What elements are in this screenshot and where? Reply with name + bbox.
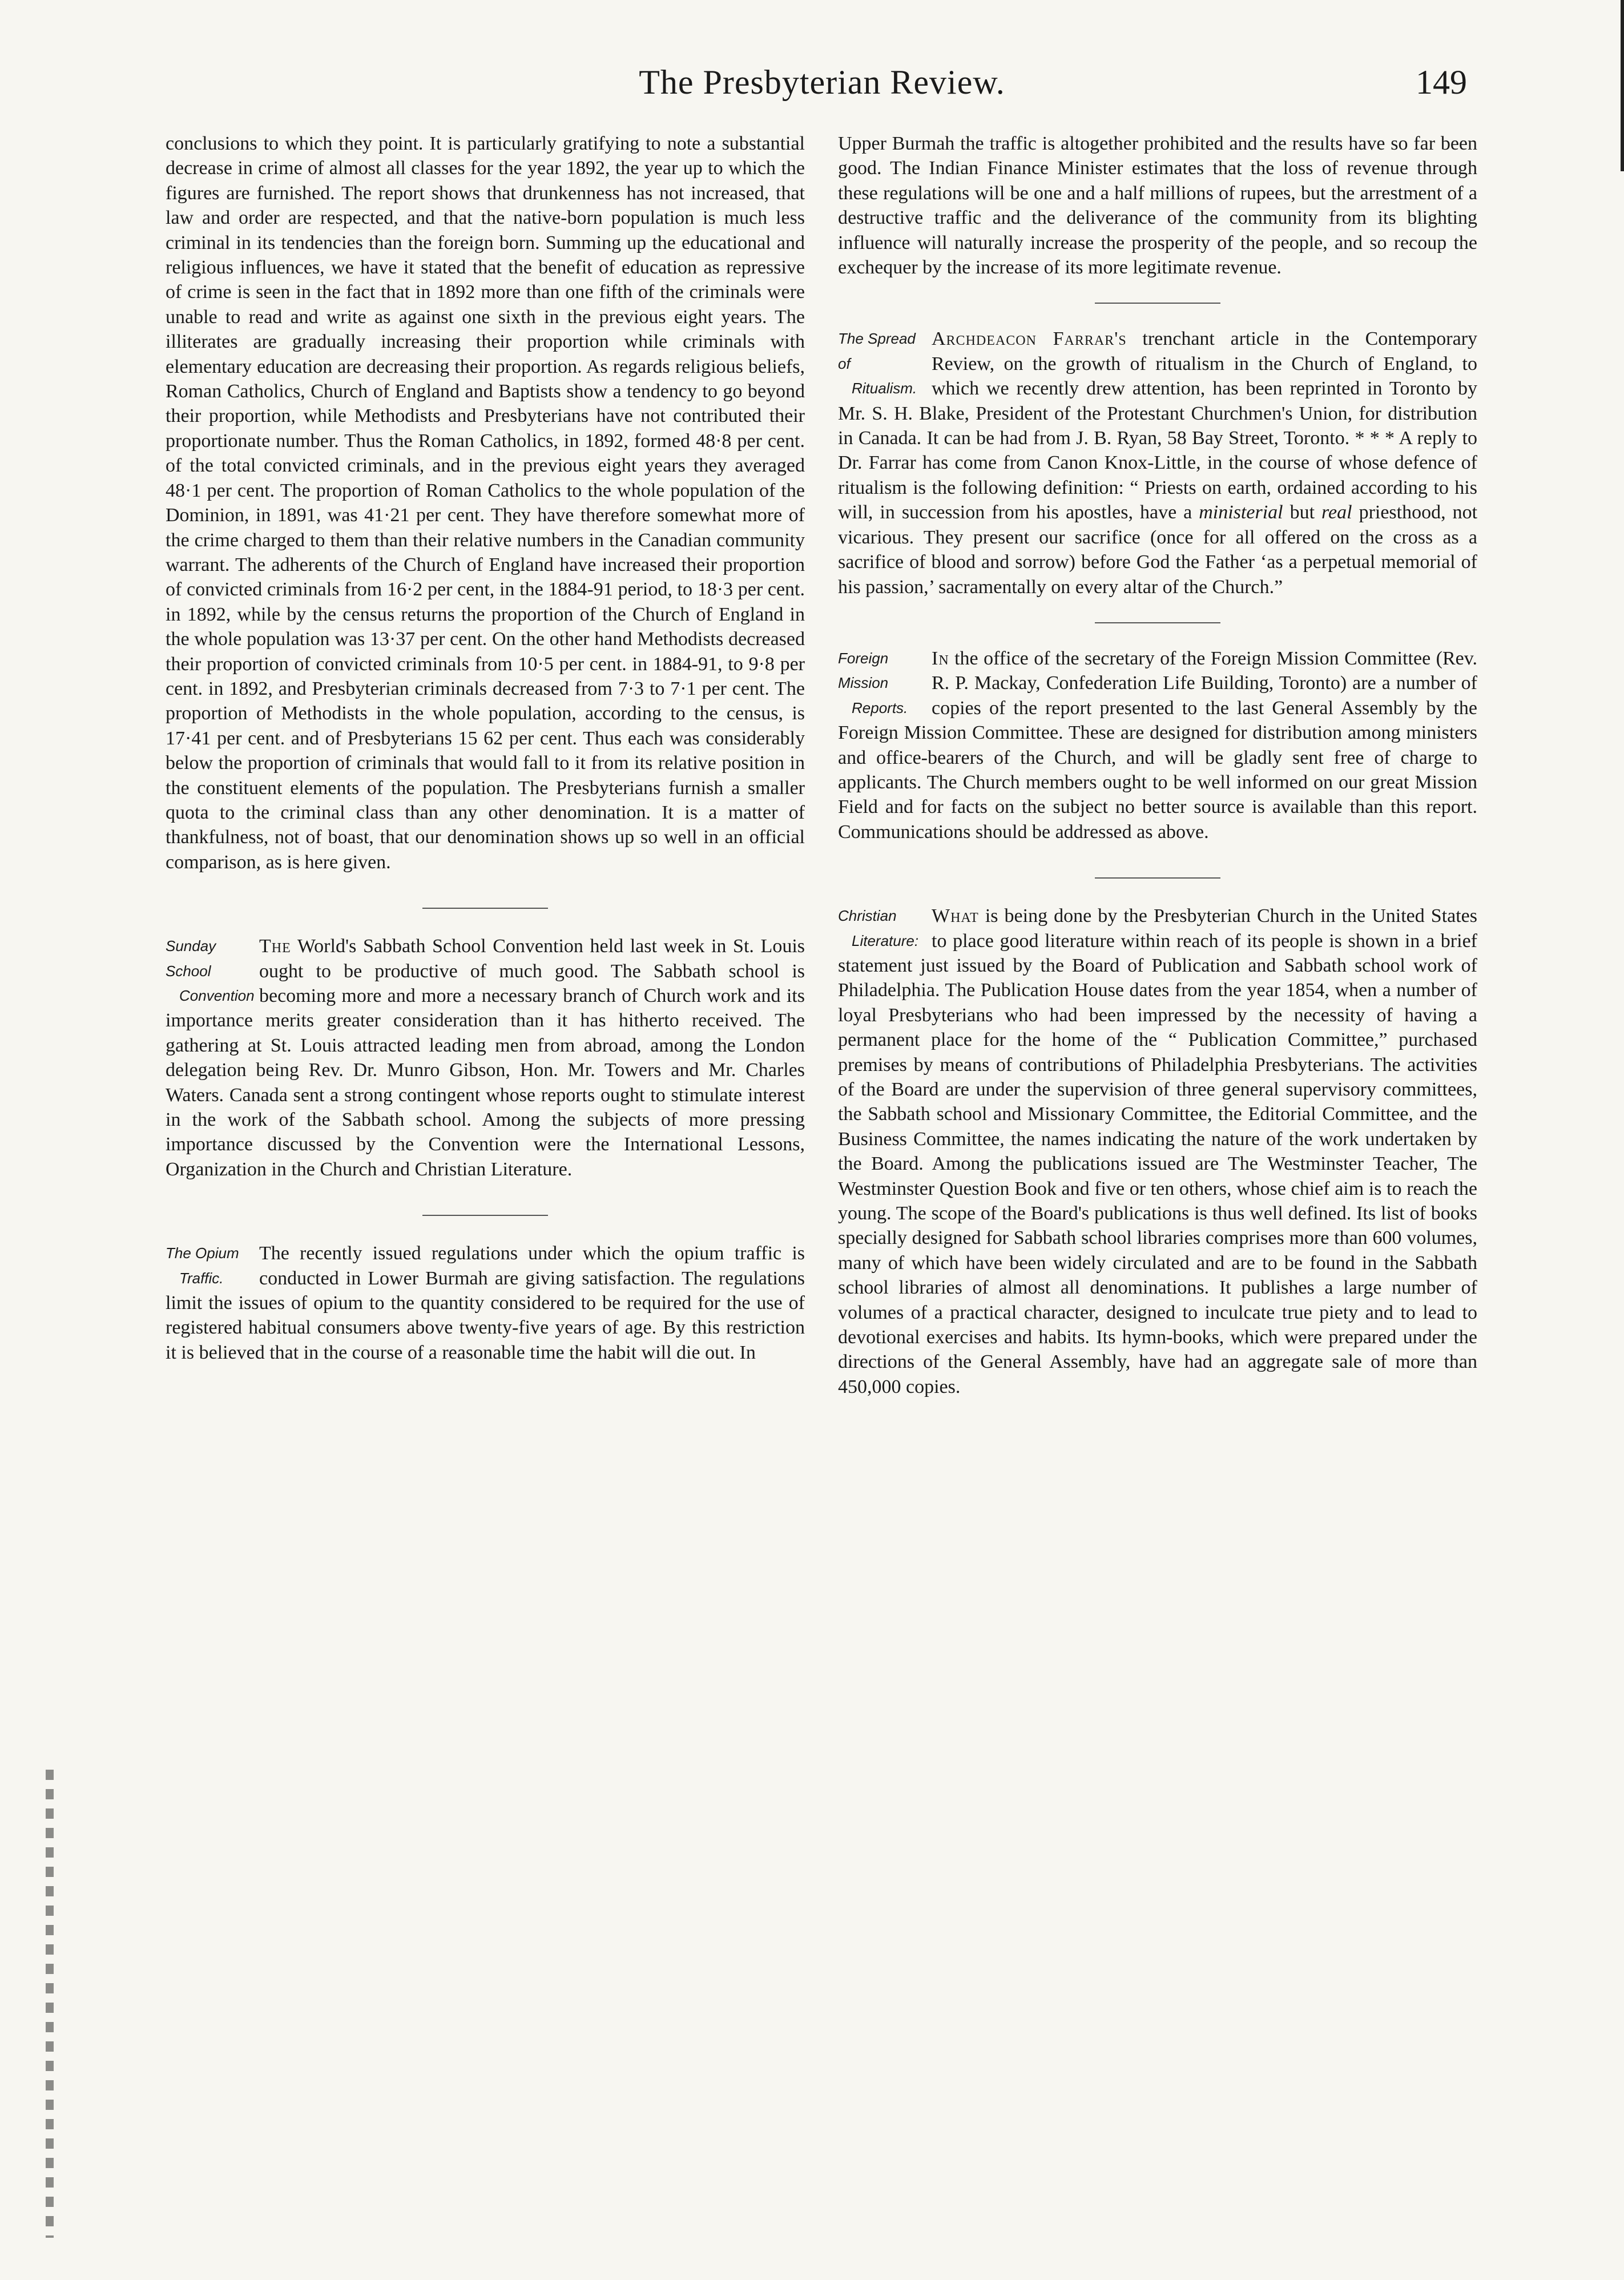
section-divider (422, 908, 548, 909)
opium-section (166, 1241, 805, 1365)
foreign-mission-sidenote: Foreign Mission Reports. (838, 649, 908, 716)
sunday-school-section (166, 934, 805, 1182)
foreign-mission-paragraph: In the office of the secretary of the Foreign Mission Committee (Rev. R. P. Mackay, Confederation Life Building, Toronto) are a number of copies of the report presented to the last General Assembly by the Foreign Mission Committee. These are designed for distribution among ministers and office-bearers of the Church, and will be gladly sent free of charge to applicants. The Church members ought to be well informed on our great Mission Field and for facts on the subject no better source is available than this report. Communications should be addressed as above. (838, 647, 1477, 843)
opium-paragraph: The recently issued regulations under which the opium traffic is conducted in Lower Burmah are giving satisfaction. The regulations limit the issues of opium to the quantity considered to be required for the use of registered habitual consumers above twenty-five years of age. By this restriction it is believed that in the course of a reasonable time the habit will die out. In (166, 1243, 805, 1363)
journal-title: The Presbyterian Review. (639, 63, 1005, 101)
right-column (838, 131, 1477, 2158)
section-divider (1095, 877, 1220, 879)
opium-continued-paragraph: Upper Burmah the traffic is altogether prohibited and the results have so far been good. The Indian Finance Minister estimates that the loss of revenue through these regulations will be one and a half millions of rupees, but the arrestment of a destructive traffic and the deliverance of the community from its blighting influence will naturally increase the prosperity of the people, and so recoup the exchequer by the increase of its more legitimate revenue. (838, 133, 1477, 279)
scan-binding-edge (46, 1770, 54, 2238)
section-divider (422, 1215, 548, 1216)
opium-sidenote: The Opium Traffic. (166, 1244, 239, 1287)
ritualism-sidenote: The Spread of Ritualism. (838, 330, 917, 397)
page-number: 149 (1416, 63, 1467, 101)
crime-statistics-paragraph: conclusions to which they point. It is particularly gratifying to note a substantial decrease in crime of almost all classes for the year 1892, the year up to which the figures are furnished. The report shows that drunkenness has not increased, that law and order are respected, and that the native-born population is much less criminal in its tendencies than the foreign born. Summing up the educational and religious influences, we have it stated that the benefit of education as repressive of crime is seen in the fact that in 1892 more than one fifth of the criminals were unable to read and write as against one sixth in the previous eight years. The illiterates are gradually increasing their proportion while criminals with elementary education are decreasing their proportion. As regards religious beliefs, Roman Catholics, Church of England and Baptists show a tendency to go beyond their proportion, while Methodists and Presbyterians have not contributed their proportionate number. Thus the Roman Catholics, in 1892, formed 48·8 per cent. of the total convicted criminals, and in the previous eight years they averaged 48·1 per cent. The proportion of Roman Catholics to the whole population of the Dominion, in 1891, was 41·21 per cent. They have therefore somewhat more of the crime charged to them than their relative numbers in the Canadian community warrant. The adherents of the Church of England have increased their proportion of convicted criminals from 16·2 per cent, in the 1884-91 period, to 18·3 per cent. in 1892, while by the census returns the proportion of the Church of England in the whole population was 13·37 per cent. On the other hand Methodists decreased their proportion of convicted criminals from 10·5 per cent. in 1884-91, to 9·8 per cent. in 1892, and Presbyterian criminals decreased from 7·3 to 7·1 per cent. The proportion of Methodists in the whole population, according to the census, is 17·41 per cent. and of Presbyterians 15 62 per cent. Thus each was considerably below the proportion of criminals that would fall to it from its relative position in the constituent elements of the population. The Presbyterians furnish a smaller quota to the criminal class than any other denomination. It is a matter of thankfulness, not of boast, that our denomination shows up so well in an official comparison, as is here given. (166, 133, 805, 873)
left-column (166, 131, 805, 2158)
sunday-school-paragraph: The World's Sabbath School Convention held last week in St. Louis ought to be productive of much good. The Sabbath school is becoming more and more a necessary branch of Church work and its importance merits greater consideration than it has hitherto received. The gathering at St. Louis attracted leading men from abroad, among the London delegation being Rev. Dr. Munro Gibson, Hon. Mr. Towers and Mr. Charles Waters. Canada sent a strong contingent whose reports ought to stimulate interest in the work of the Sabbath school. Among the subjects of more pressing importance discussed by the Convention were the International Lessons, Organization in the Church and Christian Literature. (166, 936, 805, 1180)
section-divider (1095, 303, 1220, 304)
foreign-mission-section (838, 646, 1477, 844)
christian-literature-sidenote: Christian Literature: (838, 907, 919, 949)
section-divider (1095, 622, 1220, 623)
christian-literature-section (838, 904, 1477, 1399)
sunday-school-sidenote: Sunday School Convention (166, 937, 255, 1004)
ritualism-section (838, 327, 1477, 599)
page-header (0, 63, 1624, 114)
christian-literature-paragraph: What is being done by the Presbyterian Church in the United States to place good literature within reach of its people is shown in a brief statement just issued by the Board of Publication and Sabbath school work of Philadelphia. The Publication House dates from the year 1854, when a number of loyal Presbyterians who had been impressed by the necessity of having a permanent place for the home of the “ Publication Committee,” purchased premises by means of contributions of Philadelphia Presbyterians. The activities of the Board are under the supervision of three general supervisory committees, the Sabbath school and Missionary Committee, the Editorial Committee, and the Business Committee, the names indicating the nature of the work undertaken by the Board. Among the publications issued are The Westminster Teacher, The Westminster Question Book and five or ten others, whose chief aim is to reach the young. The scope of the Board's publications is thus well defined. Its list of books specially designed for Sabbath school libraries comprises more than 600 volumes, many of which have been widely circulated and are to be found in the Sabbath school libraries of almost all denominations. It publishes a large number of volumes of a practical character, designed to inculcate true piety and to lead to devotional exercises and habits. Its hymn-books, which were prepared under the directions of the General Assembly, have had an aggregate sale of more than 450,000 copies. (838, 905, 1477, 1397)
ritualism-paragraph: Archdeacon Farrar's trenchant article in the Contemporary Review, on the growth of ritualism in the Church of England, to which we recently drew attention, has been reprinted in Toronto by Mr. S. H. Blake, President of the Protestant Churchmen's Union, for distribution in Canada. It can be had from J. B. Ryan, 58 Bay Street, Toronto. * * * A reply to Dr. Farrar has come from Canon Knox-Little, in the course of whose defence of ritualism is the following definition: “ Priests on earth, ordained according to his will, in succession from his apostles, have a ministerial but real priesthood, not vicarious. They present our sacrifice (once for all offered on the cross as a sacrifice of blood and sorrow) before God the Father ‘as a perpetual memorial of his passion,’ sacramentally on every altar of the Church.” (838, 328, 1477, 598)
